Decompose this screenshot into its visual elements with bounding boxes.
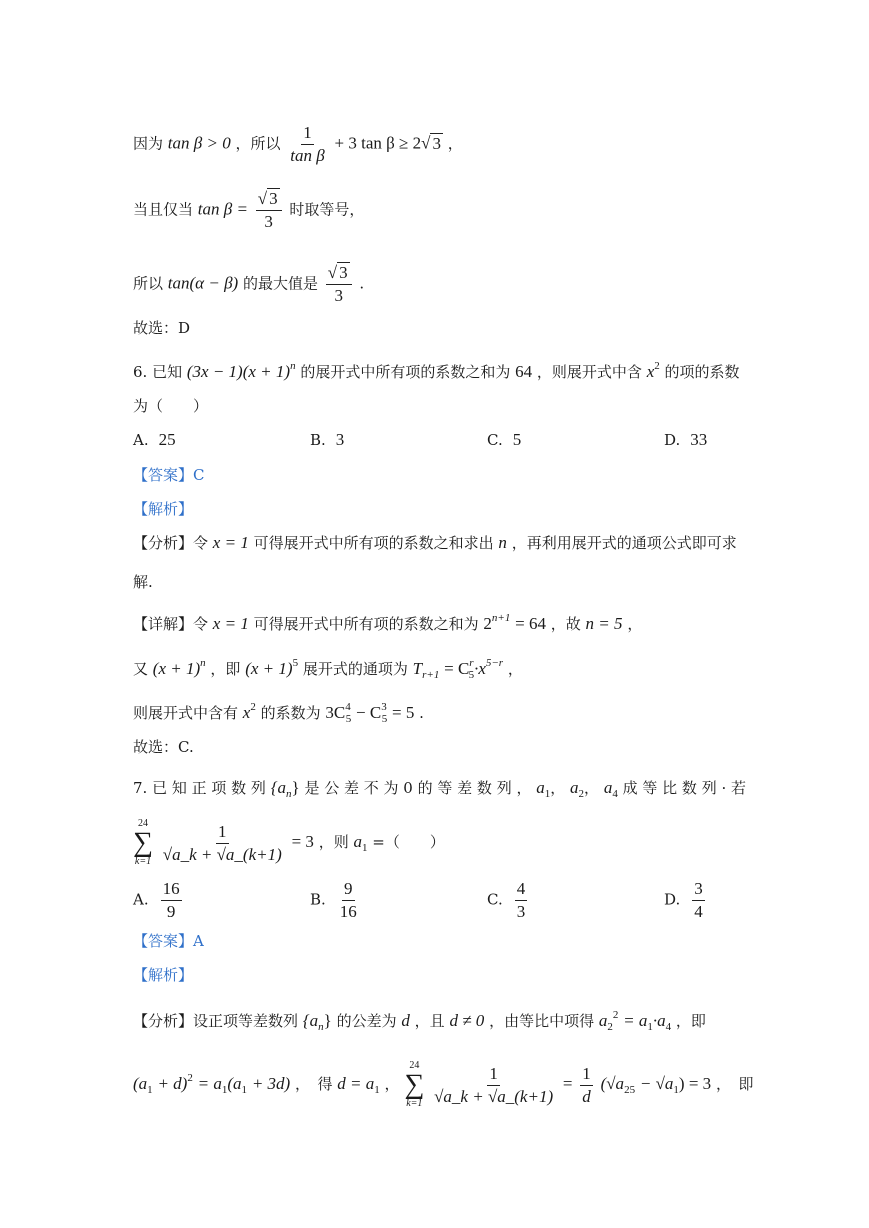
math: = a — [623, 1011, 648, 1030]
math: = C — [444, 659, 470, 678]
radicand: 3 — [432, 133, 441, 153]
superscript: 4 — [345, 701, 351, 713]
denominator: 9 — [166, 902, 176, 921]
line-equality-condition — [133, 190, 364, 231]
analysis-7-line2: $(a_1 + d)^2 = a_1(a_1 + 3d)$ ， 得 $d = a_1$ ， 24 ∑ k=1 $\frac{1}{√a\_k + √a\_(k+1)}$ = $\frac{1}{d}$ $(√a_{25} - √a_1) = 3$ ， 即 — [133, 1060, 754, 1109]
text: 【分析】令 — [133, 534, 209, 552]
q6-option-c[interactable] — [487, 430, 521, 450]
math: (a — [133, 1074, 148, 1093]
math: = 64 — [515, 614, 546, 633]
fraction — [288, 124, 326, 165]
text: ， — [627, 615, 643, 633]
option-fraction — [338, 880, 359, 921]
denominator: tan β — [290, 146, 325, 165]
text: ，再利用展开式的通项公式即可求 — [511, 534, 737, 552]
superscript: 2 — [654, 360, 660, 372]
option-letter: D. — [664, 890, 681, 909]
text: 可得展开式中所有项的系数之和为 — [253, 615, 479, 633]
subscript: 4 — [612, 788, 618, 800]
q7-option-c[interactable] — [487, 880, 530, 921]
superscript: 5 — [292, 657, 299, 669]
subscript: 25 — [624, 1084, 636, 1096]
denominator: 3 — [516, 902, 526, 921]
detail-6-line2 — [133, 653, 523, 685]
math: tan β > 0 — [167, 133, 231, 153]
text: 【分析】设正项等差数列 — [133, 1012, 299, 1030]
option-letter: B. — [310, 431, 326, 449]
option-letter: A. — [133, 431, 149, 449]
math: 2 — [483, 614, 492, 633]
superscript: n — [290, 360, 296, 372]
math: x = 1 — [212, 533, 249, 552]
text: =（ ） — [372, 833, 445, 851]
text: ，且 — [414, 1012, 445, 1030]
superscript: n+1 — [491, 612, 511, 624]
text: ，故 — [550, 615, 581, 633]
text: ， — [507, 660, 523, 678]
math: = 3 — [291, 832, 314, 851]
subscript: 1 — [221, 1084, 228, 1096]
subscript: n — [318, 1021, 324, 1033]
math: x — [242, 703, 251, 722]
math: (x + 1) — [245, 659, 293, 678]
text: ， — [550, 779, 566, 797]
line-choose-d: 故选：D — [133, 319, 191, 337]
text: 6. 已知 — [133, 363, 183, 381]
math: = 5 — [392, 703, 415, 722]
numerator: 4 — [515, 880, 528, 901]
option-letter: C. — [487, 890, 503, 909]
option-value: 33 — [690, 430, 708, 449]
math: = a — [197, 1074, 222, 1093]
text: 7. 已 知 正 项 数 列 — [133, 779, 266, 797]
math: {a — [302, 1011, 319, 1030]
numerator: 9 — [342, 880, 355, 901]
text: ，则展开式中含 — [536, 363, 642, 381]
math: {a — [270, 778, 287, 797]
subscript: 1 — [673, 1084, 679, 1096]
superscript: 3 — [381, 701, 387, 713]
superscript: 5−r — [485, 657, 504, 669]
summation — [404, 1061, 424, 1109]
text: 可得展开式中所有项的系数之和求出 — [253, 534, 494, 552]
fraction — [580, 1065, 593, 1106]
text: ， — [584, 779, 600, 797]
subscript: 1 — [361, 842, 368, 854]
analysis-6-line1 — [133, 533, 737, 553]
option-value: 25 — [158, 430, 176, 449]
question-7-condition — [133, 818, 445, 872]
text: . — [419, 704, 424, 722]
math: + 3 tan β ≥ 2 — [334, 133, 422, 153]
math: n — [498, 533, 507, 552]
math: d — [401, 1011, 410, 1030]
text: ， — [384, 1075, 400, 1093]
text: ，即 — [675, 1012, 706, 1030]
answer-6: 【答案】C — [133, 466, 205, 484]
denominator: √a_k + √a_(k+1) — [434, 1086, 554, 1106]
detail-6-line1 — [133, 608, 642, 634]
superscript: 2 — [187, 1072, 193, 1084]
subscript: 1 — [374, 1084, 380, 1096]
subscript: 1 — [241, 1084, 248, 1096]
text: 【详解】令 — [133, 615, 209, 633]
text: 时取等号， — [289, 200, 365, 219]
math: + d) — [157, 1074, 188, 1093]
question-7-stem — [133, 778, 746, 804]
question-6-stem — [133, 356, 740, 382]
text: 的项的系数 — [664, 363, 740, 381]
text: 则展开式中含有 — [133, 704, 239, 722]
math: x — [646, 362, 655, 381]
subscript: 1 — [544, 788, 551, 800]
math: d = a — [337, 1074, 375, 1093]
q6-option-b[interactable] — [310, 430, 344, 450]
superscript: 2 — [250, 701, 256, 713]
text: 又 — [133, 660, 149, 678]
text: 展开式的通项为 — [302, 660, 408, 678]
text: 成 等 比 数 列 · 若 — [622, 779, 747, 797]
option-letter: A. — [133, 890, 149, 909]
text: ， 即 — [715, 1075, 754, 1093]
denominator: 3 — [334, 286, 343, 305]
detail-6-line3 — [133, 697, 424, 729]
option-fraction — [161, 880, 182, 921]
option-fraction — [515, 880, 528, 921]
option-letter: C. — [487, 431, 503, 449]
subscript: 4 — [665, 1021, 672, 1033]
line-tan-positive — [133, 124, 463, 165]
numerator: 1 — [216, 823, 229, 844]
denominator: 4 — [694, 902, 703, 921]
text: ， 得 — [294, 1075, 333, 1093]
analysis-6-heading: 【解析】 — [133, 500, 194, 518]
fraction — [432, 1065, 555, 1106]
text: ， — [447, 134, 463, 153]
text: 的最大值是 — [243, 274, 319, 293]
superscript: r — [469, 657, 474, 669]
math: 64 — [515, 362, 533, 381]
text: 当且仅当 — [133, 200, 194, 219]
text: ，所以 — [235, 134, 281, 153]
math: + 3d) — [251, 1074, 291, 1093]
q7-option-d[interactable] — [664, 880, 708, 921]
analysis-7-heading: 【解析】 — [133, 966, 194, 984]
q6-option-d[interactable] — [664, 430, 707, 450]
denominator: 16 — [339, 902, 357, 921]
option-value: 5 — [512, 430, 522, 449]
subscript: n — [286, 788, 292, 800]
radicand: 3 — [339, 263, 348, 282]
numerator: 1 — [487, 1065, 500, 1086]
sqrt-sign: √ — [327, 263, 338, 282]
text: 所以 — [133, 274, 164, 293]
math: a — [536, 778, 545, 797]
option-fraction — [692, 880, 705, 921]
math: a — [598, 1011, 608, 1030]
answer-7: 【答案】A — [133, 932, 204, 950]
text: 的展开式中所有项的系数之和为 — [300, 363, 511, 381]
text: 是 公 差 不 为 0 的 等 差 数 列 ， — [304, 779, 532, 797]
text: 的系数为 — [260, 704, 321, 722]
subscript: 1 — [647, 1021, 653, 1033]
superscript: 2 — [612, 1009, 619, 1021]
math: d ≠ 0 — [449, 1011, 485, 1030]
fraction — [326, 264, 352, 305]
upper-limit: 24 — [409, 1060, 420, 1071]
math: − √a — [639, 1074, 674, 1093]
subscript: 1 — [147, 1084, 153, 1096]
math: ) = 3 — [678, 1074, 712, 1093]
text: . — [359, 274, 365, 293]
line-max-value — [133, 264, 364, 305]
detail-6-choose: 故选：C. — [133, 738, 194, 756]
subscript: 5 — [381, 713, 388, 725]
math: } — [291, 778, 300, 797]
math: x = 1 — [212, 614, 249, 633]
sigma-symbol: ∑ — [404, 1069, 425, 1100]
math: a — [570, 778, 579, 797]
question-6-stem-line2: 为（ ） — [133, 397, 209, 415]
denominator: d — [582, 1086, 591, 1106]
math: ·a — [652, 1011, 666, 1030]
math: (a — [227, 1074, 242, 1093]
sqrt-sign: √ — [257, 189, 268, 208]
subscript: 2 — [578, 788, 585, 800]
math: ·x — [474, 659, 486, 678]
math: T — [412, 659, 423, 678]
subscript: 2 — [607, 1021, 613, 1033]
math: a — [353, 832, 362, 851]
text: ，则 — [318, 833, 349, 851]
text: ，由等比中项得 — [489, 1012, 595, 1030]
math: tan(α − β) — [167, 273, 239, 293]
summation — [133, 819, 153, 867]
fraction — [256, 190, 282, 231]
math: } — [323, 1011, 332, 1030]
numerator: 3 — [692, 880, 705, 901]
text: 因为 — [133, 134, 164, 153]
q7-option-b[interactable] — [310, 880, 362, 921]
math: n = 5 — [585, 614, 623, 633]
numerator: 16 — [161, 880, 182, 901]
math: (3x − 1)(x + 1) — [186, 362, 291, 381]
subscript: r+1 — [422, 669, 440, 681]
math: a — [603, 778, 613, 797]
text: ，即 — [210, 660, 241, 678]
lower-limit: k=1 — [134, 856, 152, 867]
math: tan β = — [197, 199, 248, 219]
subscript: 5 — [345, 713, 352, 725]
math: (x + 1) — [152, 659, 201, 678]
q7-option-a[interactable] — [133, 880, 185, 921]
math: 3C — [325, 703, 346, 722]
upper-limit: 24 — [137, 818, 148, 829]
sigma-symbol: ∑ — [133, 827, 153, 858]
lower-limit: k=1 — [406, 1098, 423, 1109]
fraction — [161, 823, 284, 864]
option-letter: D. — [664, 431, 681, 449]
math: − C — [356, 703, 382, 722]
radicand: 3 — [269, 189, 278, 208]
denominator: √a_k + √a_(k+1) — [162, 844, 282, 864]
subscript: 5 — [468, 669, 475, 681]
denominator: 3 — [264, 212, 273, 231]
superscript: n — [200, 657, 206, 669]
text: 的公差为 — [336, 1012, 397, 1030]
option-letter: B. — [310, 890, 326, 909]
numerator: 1 — [580, 1065, 593, 1086]
q6-option-a[interactable] — [133, 430, 176, 450]
math: (√a — [600, 1074, 625, 1093]
numerator: 1 — [301, 124, 314, 145]
sqrt-sign: √ — [421, 133, 431, 153]
analysis-6-line2: 解. — [133, 573, 153, 591]
analysis-7-line1 — [133, 1005, 706, 1037]
option-value: 3 — [335, 430, 345, 449]
